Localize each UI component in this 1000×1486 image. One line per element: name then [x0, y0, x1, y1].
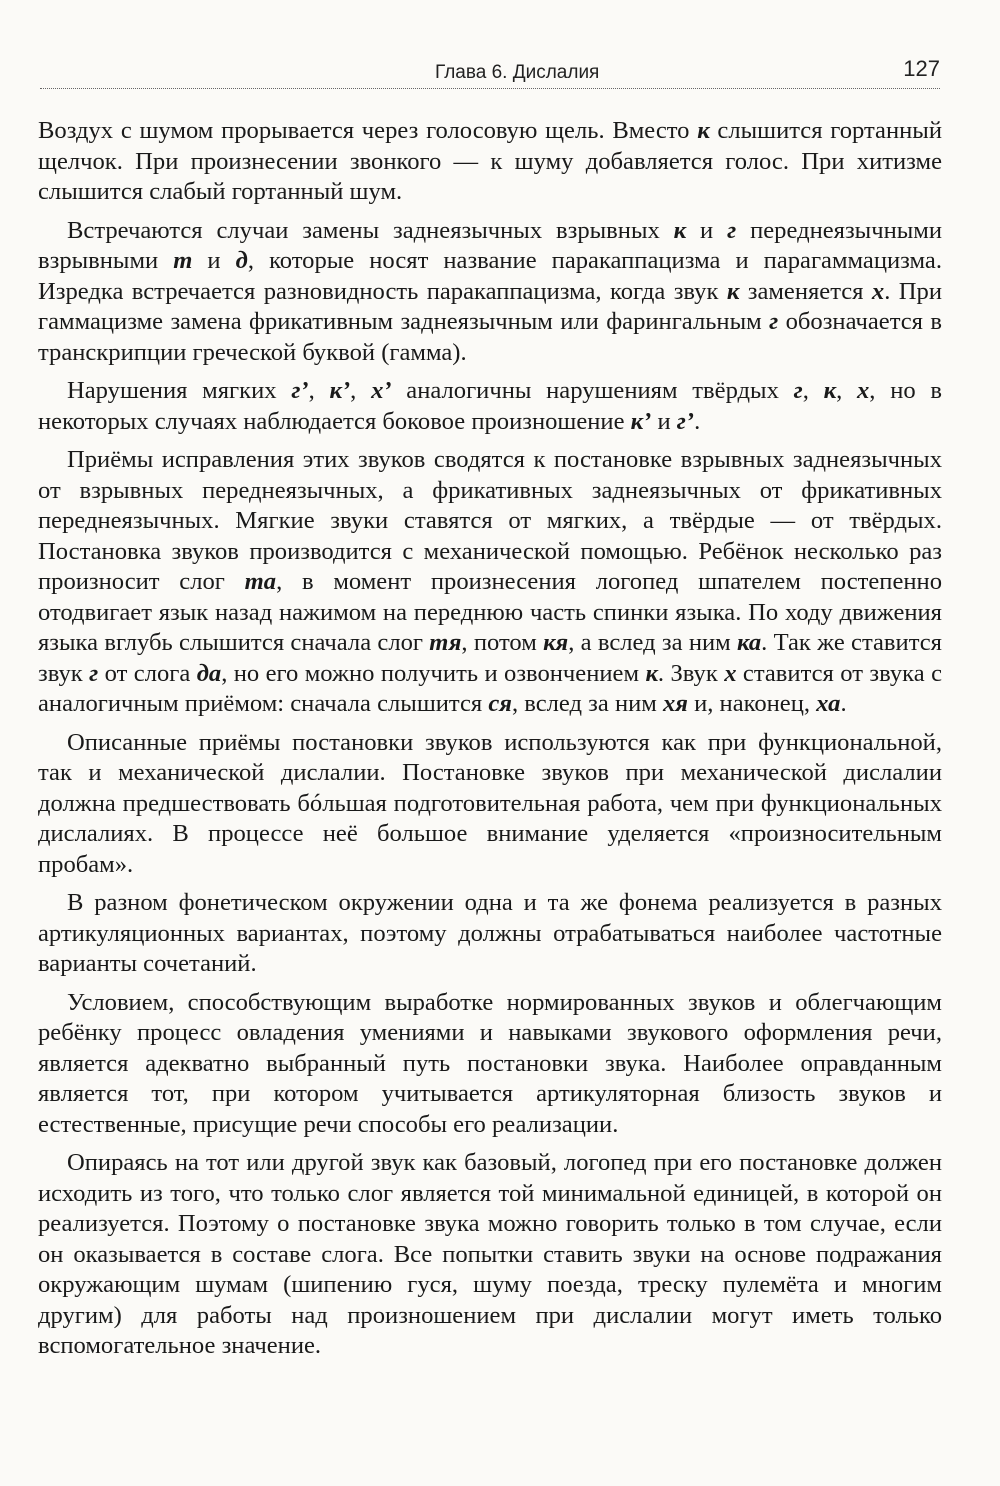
text-run: ,	[308, 377, 330, 404]
emphasized-sound: к’	[630, 407, 652, 435]
text-run: Опираясь на тот или другой звук как базовый, логопед при его постановке должен исходить из того, что только слог является той минимальной единицей, в которой он реализуется. Поэтому о постановке звука можно говорить только в том случае, если он оказывается в составе слога. Все попытки ставить звуки на основе подражания окружающим шумам (шипению гуся, шуму поезда, треску пулемёта и многим другим) для работы над произношением при дислалии могут иметь только вспомогательное значение.	[38, 1149, 942, 1359]
text-run: Нарушения мягких	[67, 377, 292, 404]
text-run: аналогичны нарушениям твёрдых	[391, 377, 794, 404]
emphasized-sound: т	[173, 247, 193, 274]
emphasized-sound: к	[673, 216, 687, 244]
emphasized-sound: г	[89, 659, 99, 687]
paragraph	[38, 116, 942, 208]
text-run: . При гаммацизме замена фрикативным заднеязычным или фарингальным	[38, 277, 942, 335]
body-text	[38, 116, 942, 1370]
text-run: и	[651, 407, 677, 435]
emphasized-sound: х	[724, 659, 737, 687]
emphasized-sound: х’	[371, 377, 392, 404]
paragraph	[38, 445, 942, 720]
paragraph	[38, 888, 942, 980]
text-run: от слога	[98, 659, 197, 687]
text-run: переднеязычными взрывными	[38, 216, 942, 274]
text-run: .	[694, 407, 701, 435]
text-run: обозначается в транскрипции греческой буквой (гамма).	[38, 308, 942, 366]
page-number: 127	[903, 56, 940, 81]
text-run: Воздух с шумом прорывается через голосовую щель. Вместо	[38, 117, 698, 144]
paragraph	[38, 988, 942, 1141]
paragraph	[38, 1148, 942, 1362]
emphasized-sound: кя	[543, 629, 569, 656]
chapter-title: Глава 6. Дислалия	[435, 62, 600, 83]
text-run: . Звук	[657, 659, 725, 687]
text-run: Условием, способствующим выработке нормированных звуков и облегчающим ребёнку процесс овладения умениями и навыками звукового оформления речи, является адекватно выбранный путь постановки звука. Наиболее оправданным является тот, при котором учитывается артикуляторная близость звуков и естественные, присущие речи способы его реализации.	[38, 988, 942, 1138]
running-header	[40, 52, 940, 89]
text-run: Описанные приёмы постановки звуков используются как при функциональной, так и механической дислалии. Постановке звуков при механической дислалии должна предшествовать бóльшая подготовительная работа, чем при функциональных дислалиях. В процессе неё большое внимание уделяется «произносительным пробам».	[38, 728, 942, 878]
text-run: Приёмы исправления этих звуков сводятся к постановке взрывных заднеязычных от взрывных переднеязычных, а фрикативных заднеязычных от фрикативных переднеязычных. Мягкие звуки ставятся от мягких, а твёрдые — от твёрдых. Постановка звуков производится с механической помощью. Ребёнок несколько раз произносит слог	[38, 446, 942, 595]
emphasized-sound: к	[823, 377, 837, 404]
emphasized-sound: ка	[737, 629, 762, 656]
text-run: слышится гортанный щелчок. При произнесении звонкого — к шуму добавляется голос. При хитизме слышится слабый гортанный шум.	[38, 117, 942, 205]
emphasized-sound: х	[871, 277, 885, 305]
text-run: , но в некоторых случаях наблюдается боковое произношение	[38, 377, 943, 435]
text-run: , вслед за ним	[511, 690, 663, 717]
paragraph	[38, 376, 942, 437]
text-run: В разном фонетическом окружении одна и та же фонема реализуется в разных артикуляционных вариантах, поэтому должны отрабатываться наиболее частотные варианты сочетаний.	[38, 889, 942, 977]
text-run: , но его можно получить и озвончением	[221, 659, 646, 687]
emphasized-sound: та	[244, 568, 277, 595]
text-run: и	[686, 216, 728, 244]
text-run: ,	[802, 377, 824, 404]
text-run: , в момент произнесения логопед шпателем постепенно отодвигает язык назад нажимом на переднюю часть спинки языка. По ходу движения языка вглубь слышится сначала слог	[38, 568, 942, 656]
text-run: , а вслед за ним	[568, 629, 738, 656]
emphasized-sound: к	[697, 117, 710, 144]
text-run: ставится от звука с аналогичным приёмом: сначала слышится	[38, 659, 942, 717]
text-run: ,	[350, 377, 372, 404]
text-run: , которые носят название паракаппацизма и парагаммацизма. Изредка встречается разновидность паракаппацизма, когда звук	[38, 247, 942, 305]
emphasized-sound: х	[857, 377, 870, 404]
emphasized-sound: к	[726, 277, 740, 305]
emphasized-sound: да	[196, 659, 222, 687]
emphasized-sound: г’	[676, 407, 695, 435]
emphasized-sound: д	[235, 247, 248, 274]
text-run: Встречаются случаи замены заднеязычных взрывных	[67, 216, 674, 244]
text-run: и, наконец,	[687, 690, 817, 717]
text-run: заменяется	[739, 277, 872, 305]
text-run: , потом	[461, 629, 544, 656]
emphasized-sound: г	[769, 308, 779, 335]
emphasized-sound: хя	[662, 690, 688, 717]
text-run: . Так же ставится звук	[38, 629, 942, 687]
emphasized-sound: г	[793, 377, 803, 404]
text-run: ,	[836, 377, 857, 404]
text-run: .	[840, 690, 847, 717]
emphasized-sound: г’	[291, 377, 309, 404]
emphasized-sound: ха	[816, 690, 841, 717]
emphasized-sound: тя	[429, 629, 462, 656]
emphasized-sound: ся	[488, 690, 512, 717]
emphasized-sound: г	[727, 216, 737, 244]
paragraph	[38, 216, 942, 369]
text-run: и	[192, 247, 236, 274]
emphasized-sound: к’	[329, 377, 351, 404]
emphasized-sound: к	[645, 659, 658, 687]
paragraph	[38, 728, 942, 881]
